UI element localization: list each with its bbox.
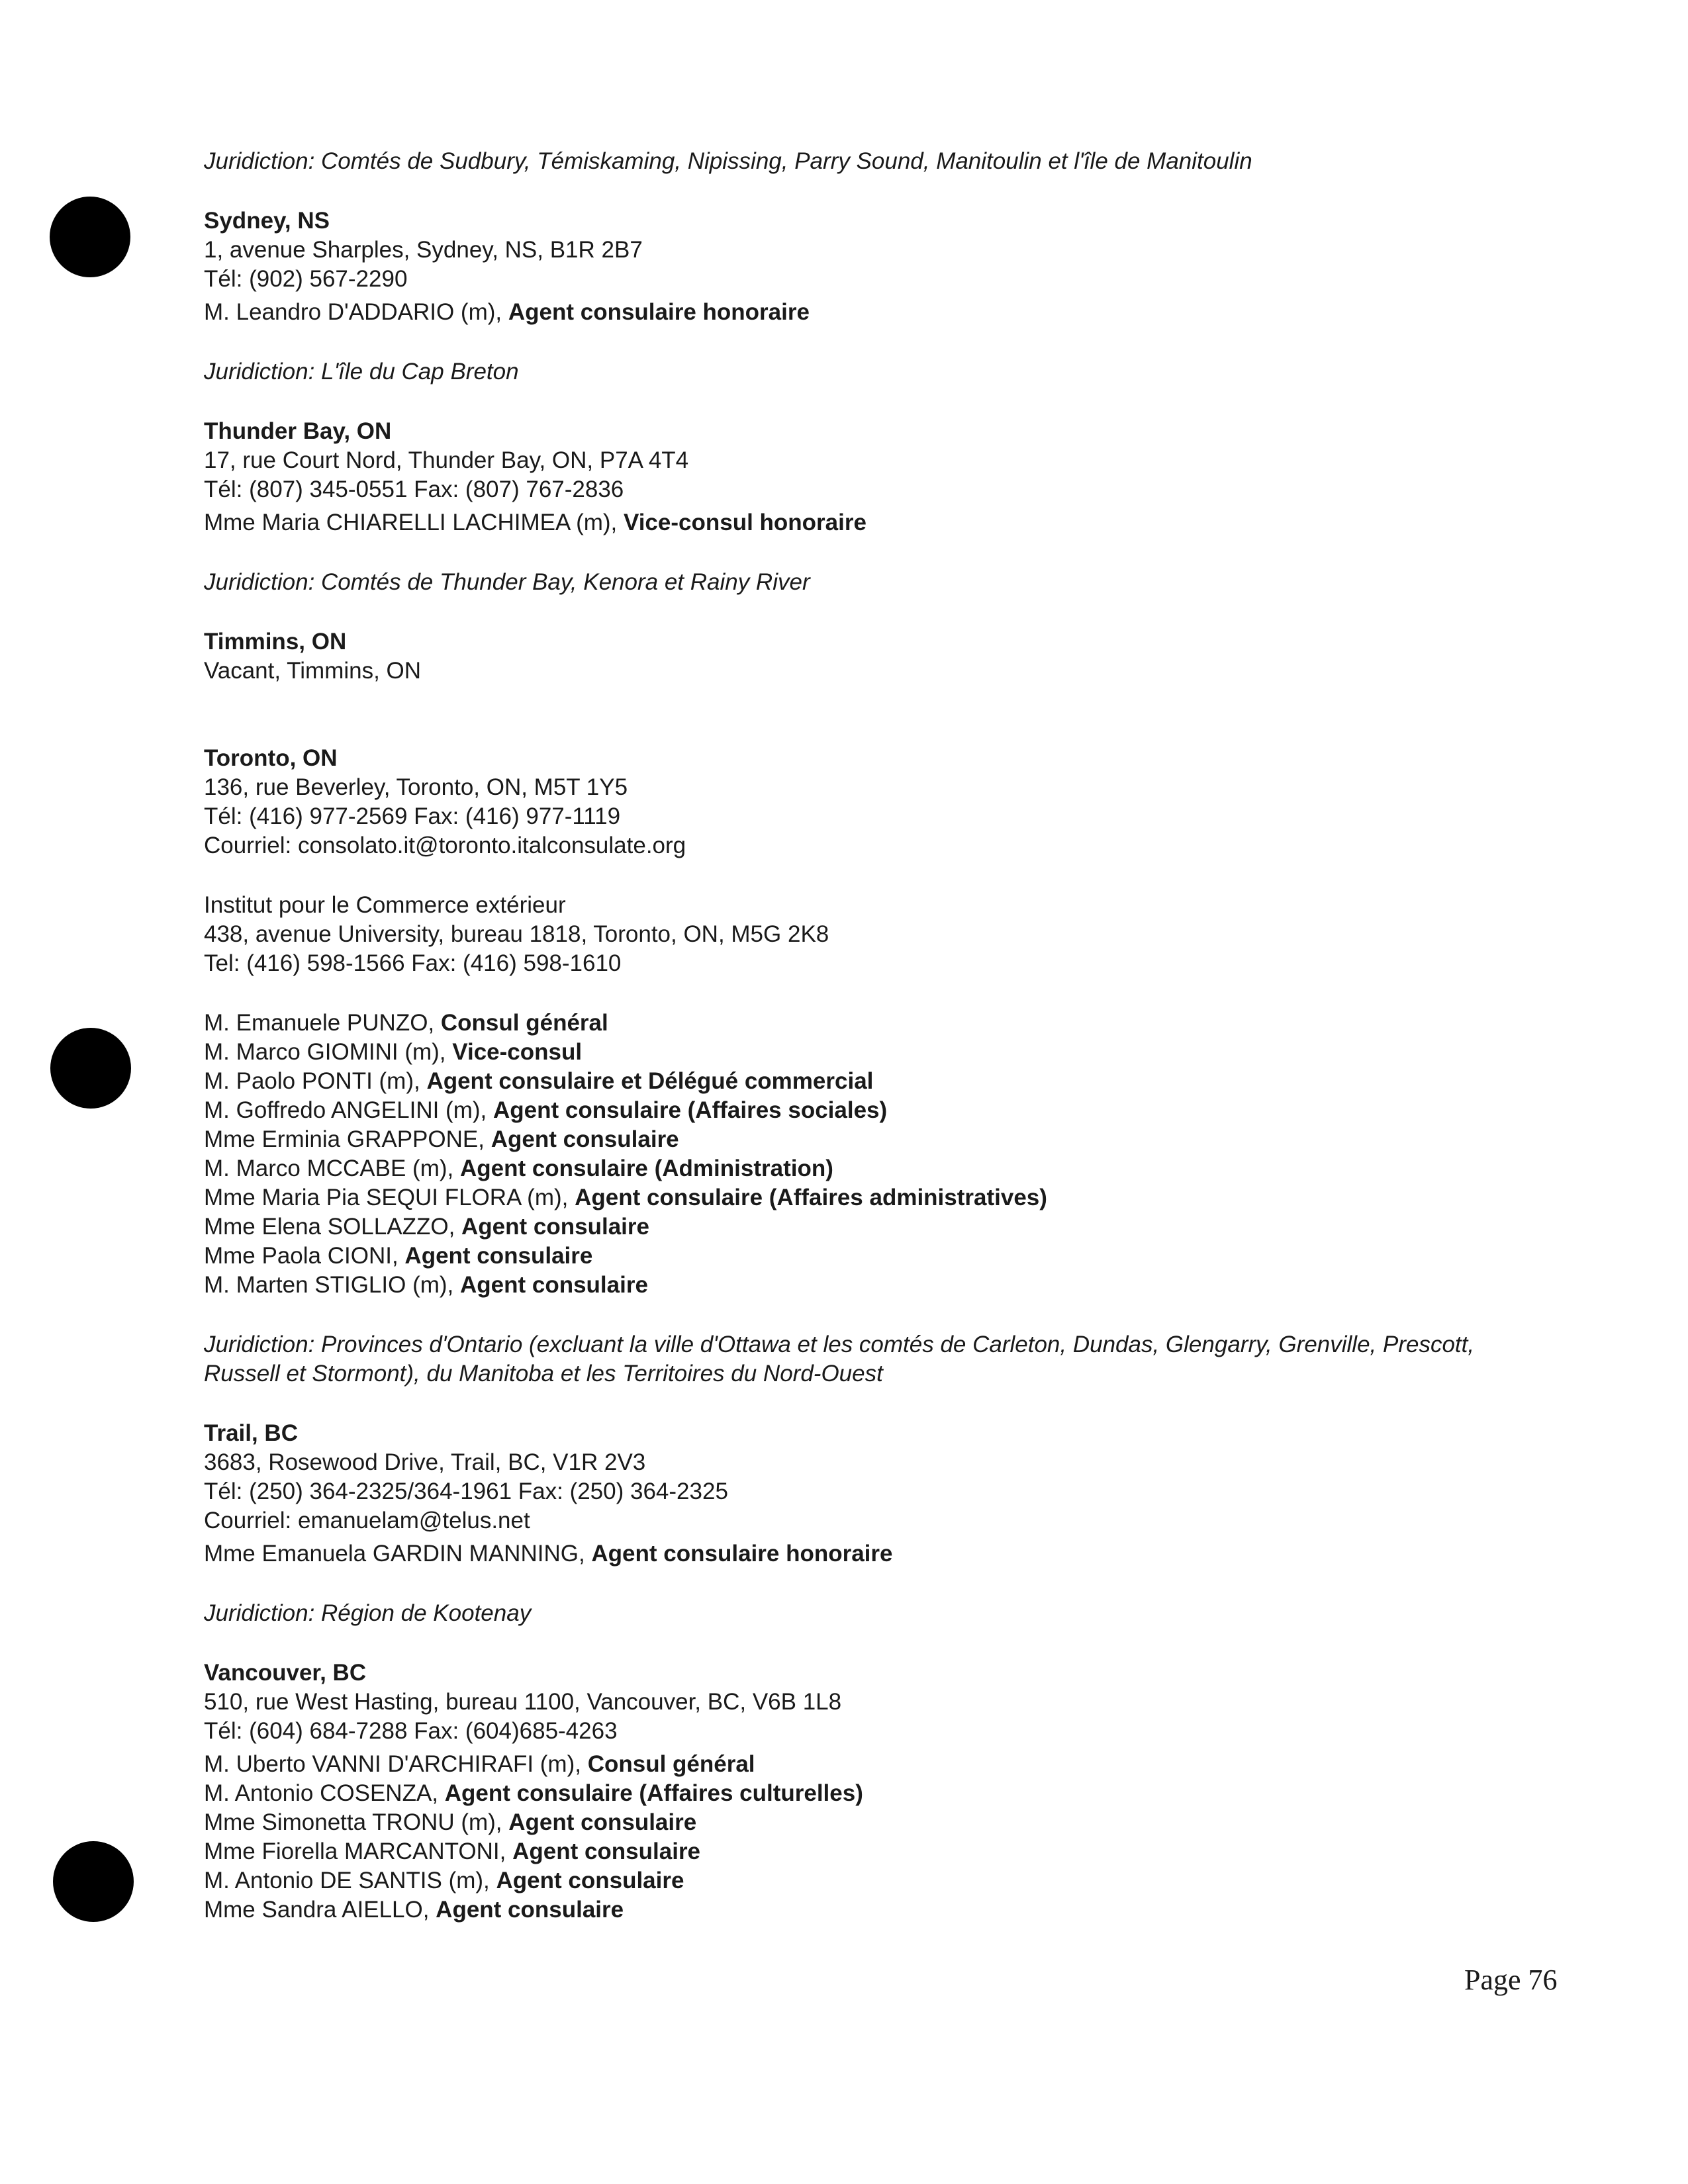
jurisdiction: Juridiction: Provinces d'Ontario (excluant la ville d'Ottawa et les comtés de Carleton, Dundas, Glengarry, Grenville, Prescott, Russell et Stormont), du Manitoba et les Territoires du Nord-Ouest <box>204 1332 1475 1387</box>
jurisdiction-sudbury: Juridiction: Comtés de Sudbury, Témiskaming, Nipissing, Parry Sound, Manitoulin et l'île de Manitoulin <box>204 148 1252 174</box>
staff-role: Agent consulaire <box>496 1868 684 1893</box>
staff-line <box>204 298 1501 327</box>
punch-hole-top <box>50 197 130 277</box>
staff-list <box>204 1009 1501 1300</box>
staff-name: Mme Paola CIONI, <box>204 1243 405 1269</box>
entry-timmins <box>204 627 1501 686</box>
phone: Tél: (807) 345-0551 Fax: (807) 767-2836 <box>204 477 624 502</box>
staff-role: Agent consulaire <box>436 1897 624 1923</box>
jurisdiction: Juridiction: Comtés de Thunder Bay, Kenora et Rainy River <box>204 569 810 595</box>
staff-role: Agent consulaire (Affaires administratives) <box>575 1185 1047 1210</box>
staff-line <box>204 1779 1501 1808</box>
staff-role: Agent consulaire honoraire <box>508 299 810 325</box>
staff-line <box>204 1895 1501 1925</box>
jurisdiction: Juridiction: L'île du Cap Breton <box>204 359 519 385</box>
city-heading: Toronto, ON <box>204 745 338 771</box>
staff-name: M. Uberto VANNI D'ARCHIRAFI (m), <box>204 1751 588 1777</box>
address: Vacant, Timmins, ON <box>204 658 422 684</box>
staff-line <box>204 1539 1501 1569</box>
email: Courriel: consolato.it@toronto.italconsulate.org <box>204 833 686 858</box>
staff-name: M. Marco MCCABE (m), <box>204 1156 460 1181</box>
staff-line <box>204 1009 1501 1038</box>
punch-hole-middle <box>50 1028 131 1109</box>
staff-list <box>204 1750 1501 1925</box>
phone: Tél: (416) 977-2569 Fax: (416) 977-1119 <box>204 803 621 829</box>
staff-role: Agent consulaire <box>512 1839 701 1864</box>
staff-line <box>204 1866 1501 1895</box>
staff-role: Vice-consul honoraire <box>624 510 867 535</box>
trade-institute-name: Institut pour le Commerce extérieur <box>204 892 566 918</box>
address: 1, avenue Sharples, Sydney, NS, B1R 2B7 <box>204 237 643 263</box>
staff-name: Mme Simonetta TRONU (m), <box>204 1809 509 1835</box>
staff-role: Agent consulaire (Affaires sociales) <box>492 1097 888 1123</box>
staff-line <box>204 1067 1501 1096</box>
staff-name: M. Leandro D'ADDARIO (m), <box>204 299 508 325</box>
city-heading: Thunder Bay, ON <box>204 418 392 444</box>
entry-thunder-bay <box>204 417 1501 597</box>
address: 3683, Rosewood Drive, Trail, BC, V1R 2V3 <box>204 1449 646 1475</box>
staff-line <box>204 508 1501 537</box>
address: 136, rue Beverley, Toronto, ON, M5T 1Y5 <box>204 774 628 800</box>
staff-role: Agent consulaire (Administration) <box>459 1156 833 1181</box>
address: 510, rue West Hasting, bureau 1100, Vancouver, BC, V6B 1L8 <box>204 1689 842 1715</box>
staff-name: M. Goffredo ANGELINI (m), <box>204 1097 493 1123</box>
staff-line <box>204 1154 1501 1183</box>
staff-name: Mme Maria CHIARELLI LACHIMEA (m), <box>204 510 624 535</box>
entry-toronto <box>204 744 1501 1388</box>
city-heading: Trail, BC <box>204 1420 298 1446</box>
entry-sydney <box>204 206 1501 387</box>
punch-hole-bottom <box>53 1841 134 1922</box>
staff-name: Mme Elena SOLLAZZO, <box>204 1214 462 1240</box>
staff-name: M. Paolo PONTI (m), <box>204 1068 427 1094</box>
staff-line <box>204 1808 1501 1837</box>
staff-role: Agent consulaire et Délégué commercial <box>426 1068 874 1094</box>
staff-line <box>204 1750 1501 1779</box>
staff-role: Consul général <box>440 1010 608 1036</box>
staff-name: M. Antonio DE SANTIS (m), <box>204 1868 496 1893</box>
staff-name: Mme Emanuela GARDIN MANNING, <box>204 1541 592 1567</box>
jurisdiction: Juridiction: Région de Kootenay <box>204 1600 532 1626</box>
staff-name: Mme Erminia GRAPPONE, <box>204 1126 491 1152</box>
address: 17, rue Court Nord, Thunder Bay, ON, P7A 4T4 <box>204 447 689 473</box>
phone: Tél: (250) 364-2325/364-1961 Fax: (250) 364-2325 <box>204 1479 728 1504</box>
trade-institute-phone: Tel: (416) 598-1566 Fax: (416) 598-1610 <box>204 950 622 976</box>
staff-name: M. Marco GIOMINI (m), <box>204 1039 453 1065</box>
staff-line <box>204 1212 1501 1242</box>
staff-role: Agent consulaire honoraire <box>591 1541 893 1567</box>
staff-line <box>204 1242 1501 1271</box>
email: Courriel: emanuelam@telus.net <box>204 1508 530 1533</box>
staff-role: Consul général <box>587 1751 755 1777</box>
city-heading: Vancouver, BC <box>204 1660 367 1686</box>
staff-role: Agent consulaire <box>459 1272 648 1298</box>
staff-name: M. Marten STIGLIO (m), <box>204 1272 460 1298</box>
staff-role: Vice-consul <box>452 1039 583 1065</box>
staff-name: M. Antonio COSENZA, <box>204 1780 445 1806</box>
staff-role: Agent consulaire (Affaires culturelles) <box>444 1780 863 1806</box>
staff-line <box>204 1038 1501 1067</box>
phone: Tél: (604) 684-7288 Fax: (604)685-4263 <box>204 1718 618 1744</box>
staff-role: Agent consulaire <box>491 1126 679 1152</box>
staff-line <box>204 1125 1501 1154</box>
entry-vancouver <box>204 1659 1501 1925</box>
page-content <box>204 147 1501 1925</box>
city-heading: Sydney, NS <box>204 208 330 234</box>
staff-name: Mme Fiorella MARCANTONI, <box>204 1839 513 1864</box>
staff-line <box>204 1183 1501 1212</box>
staff-line <box>204 1271 1501 1300</box>
staff-name: M. Emanuele PUNZO, <box>204 1010 441 1036</box>
staff-name: Mme Sandra AIELLO, <box>204 1897 436 1923</box>
staff-name: Mme Maria Pia SEQUI FLORA (m), <box>204 1185 575 1210</box>
phone: Tél: (902) 567-2290 <box>204 266 408 292</box>
staff-role: Agent consulaire <box>461 1214 649 1240</box>
staff-role: Agent consulaire <box>508 1809 697 1835</box>
page-number: Page 76 <box>1464 1964 1558 1996</box>
trade-institute-address: 438, avenue University, bureau 1818, Toronto, ON, M5G 2K8 <box>204 921 829 947</box>
entry-trail <box>204 1419 1501 1628</box>
staff-line <box>204 1837 1501 1866</box>
staff-role: Agent consulaire <box>404 1243 593 1269</box>
city-heading: Timmins, ON <box>204 629 347 655</box>
staff-line <box>204 1096 1501 1125</box>
